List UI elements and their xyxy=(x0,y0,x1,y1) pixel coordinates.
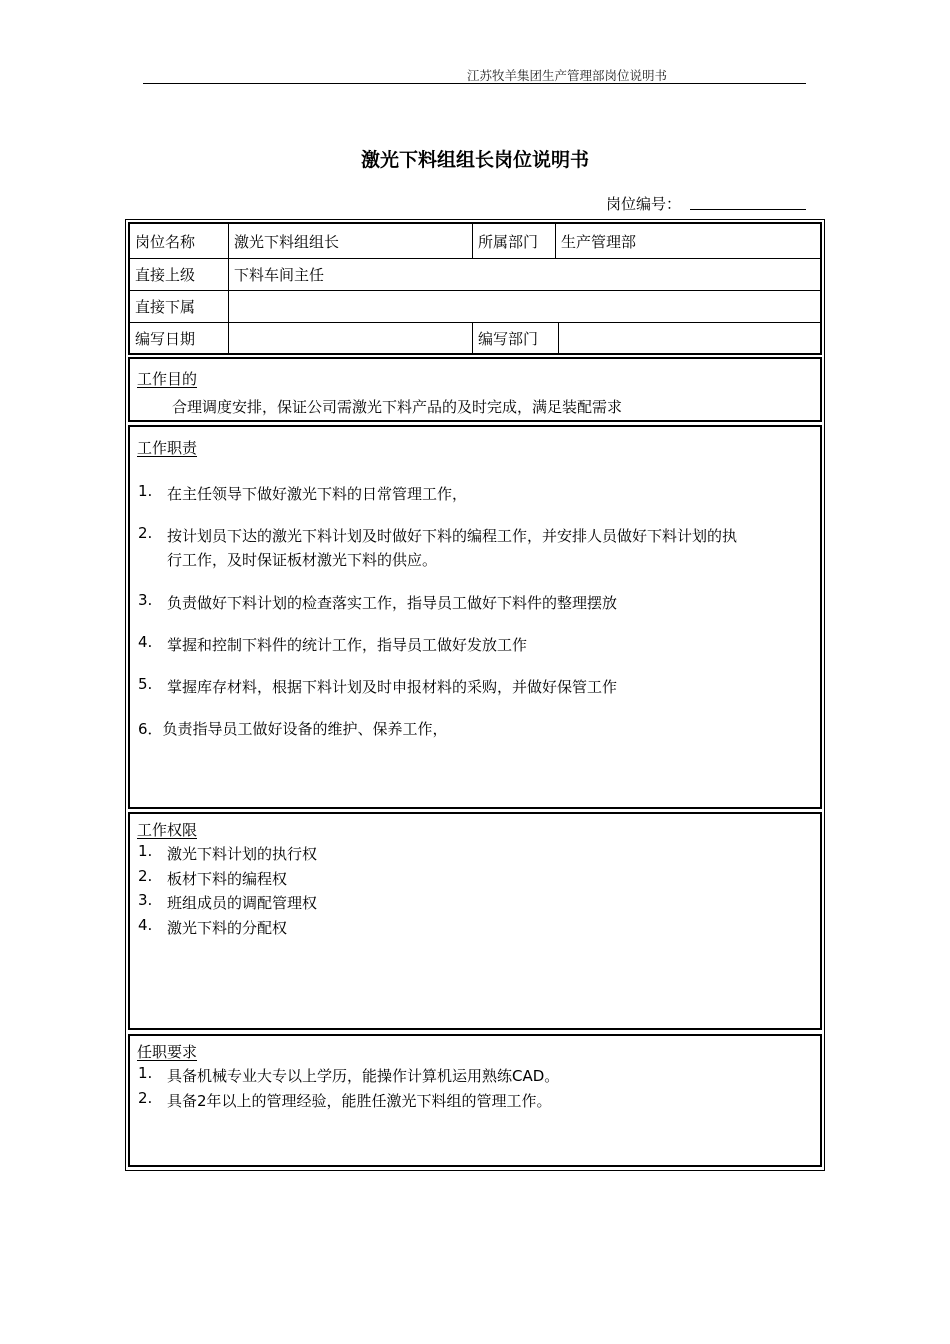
duty-text: 负责做好下料计划的检查落实工作，指导员工做好下料件的整理摆放 xyxy=(167,594,618,612)
duty-text-continued: 行工作，及时保证板材激光下料的供应。 xyxy=(167,551,438,569)
header-rule xyxy=(143,83,806,84)
duty-text: 掌握和控制下料件的统计工作，指导员工做好发放工作 xyxy=(167,636,528,654)
date-label: 编写日期 xyxy=(135,329,196,348)
duty-text: 按计划员下达的激光下料计划及时做好下料的编程工作，并安排人员做好下料计划的执 xyxy=(167,527,738,545)
department-value[interactable]: 生产管理部 xyxy=(561,232,637,251)
requirement-number: 2. xyxy=(138,1089,153,1107)
duty-item-6: 6．负责指导员工做好设备的维护、保养工作， xyxy=(138,720,448,738)
authority-text: 板材下料的编程权 xyxy=(167,870,288,888)
purpose-text: 合理调度安排，保证公司需激光下料产品的及时完成，满足装配需求 xyxy=(172,398,623,416)
duty-text: 在主任领导下做好激光下料的日常管理工作， xyxy=(167,485,468,503)
subordinate-value[interactable] xyxy=(229,291,820,322)
authority-number: 3. xyxy=(138,891,153,909)
purpose-title: 工作目的 xyxy=(137,370,198,388)
document-header: 江苏牧羊集团生产管理部岗位说明书 xyxy=(467,68,668,83)
authority-section xyxy=(128,812,822,1030)
requirements-section xyxy=(128,1034,822,1167)
subordinate-label: 直接下属 xyxy=(135,298,196,316)
superior-value[interactable]: 下料车间主任 xyxy=(234,266,325,284)
duties-section xyxy=(128,425,822,809)
requirement-number: 1. xyxy=(138,1064,153,1082)
authority-text: 激光下料计划的执行权 xyxy=(167,845,318,863)
authority-title: 工作权限 xyxy=(137,821,198,839)
duty-number: 3. xyxy=(138,591,153,609)
authority-text: 激光下料的分配权 xyxy=(167,919,288,937)
post-number-field[interactable] xyxy=(690,209,806,210)
duty-number: 5. xyxy=(138,675,153,693)
authority-number: 4. xyxy=(138,916,153,934)
info-table xyxy=(128,222,822,355)
post-name-value[interactable]: 激光下料组组长 xyxy=(234,232,340,251)
authority-number: 1. xyxy=(138,842,153,860)
duties-title: 工作职责 xyxy=(137,439,198,457)
author-dept-value[interactable] xyxy=(559,323,820,353)
date-value[interactable] xyxy=(229,323,472,353)
document-title: 激光下料组组长岗位说明书 xyxy=(360,149,589,171)
authority-text: 班组成员的调配管理权 xyxy=(167,894,318,912)
requirement-text: 具备机械专业大专以上学历，能操作计算机运用熟练CAD。 xyxy=(167,1067,560,1085)
department-label: 所属部门 xyxy=(478,232,539,251)
duty-text: 掌握库存材料，根据下料计划及时申报材料的采购，并做好保管工作 xyxy=(167,678,618,696)
post-number-label: 岗位编号： xyxy=(606,195,682,213)
duty-number: 2. xyxy=(138,524,153,542)
superior-label: 直接上级 xyxy=(135,266,196,284)
purpose-section xyxy=(128,357,822,422)
author-dept-label: 编写部门 xyxy=(478,329,539,348)
duty-number: 4. xyxy=(138,633,153,651)
post-name-label: 岗位名称 xyxy=(135,232,196,251)
requirements-title: 任职要求 xyxy=(137,1043,198,1061)
requirement-text: 具备2年以上的管理经验，能胜任激光下料组的管理工作。 xyxy=(167,1092,552,1110)
duty-number: 1. xyxy=(138,482,153,500)
authority-number: 2. xyxy=(138,867,153,885)
